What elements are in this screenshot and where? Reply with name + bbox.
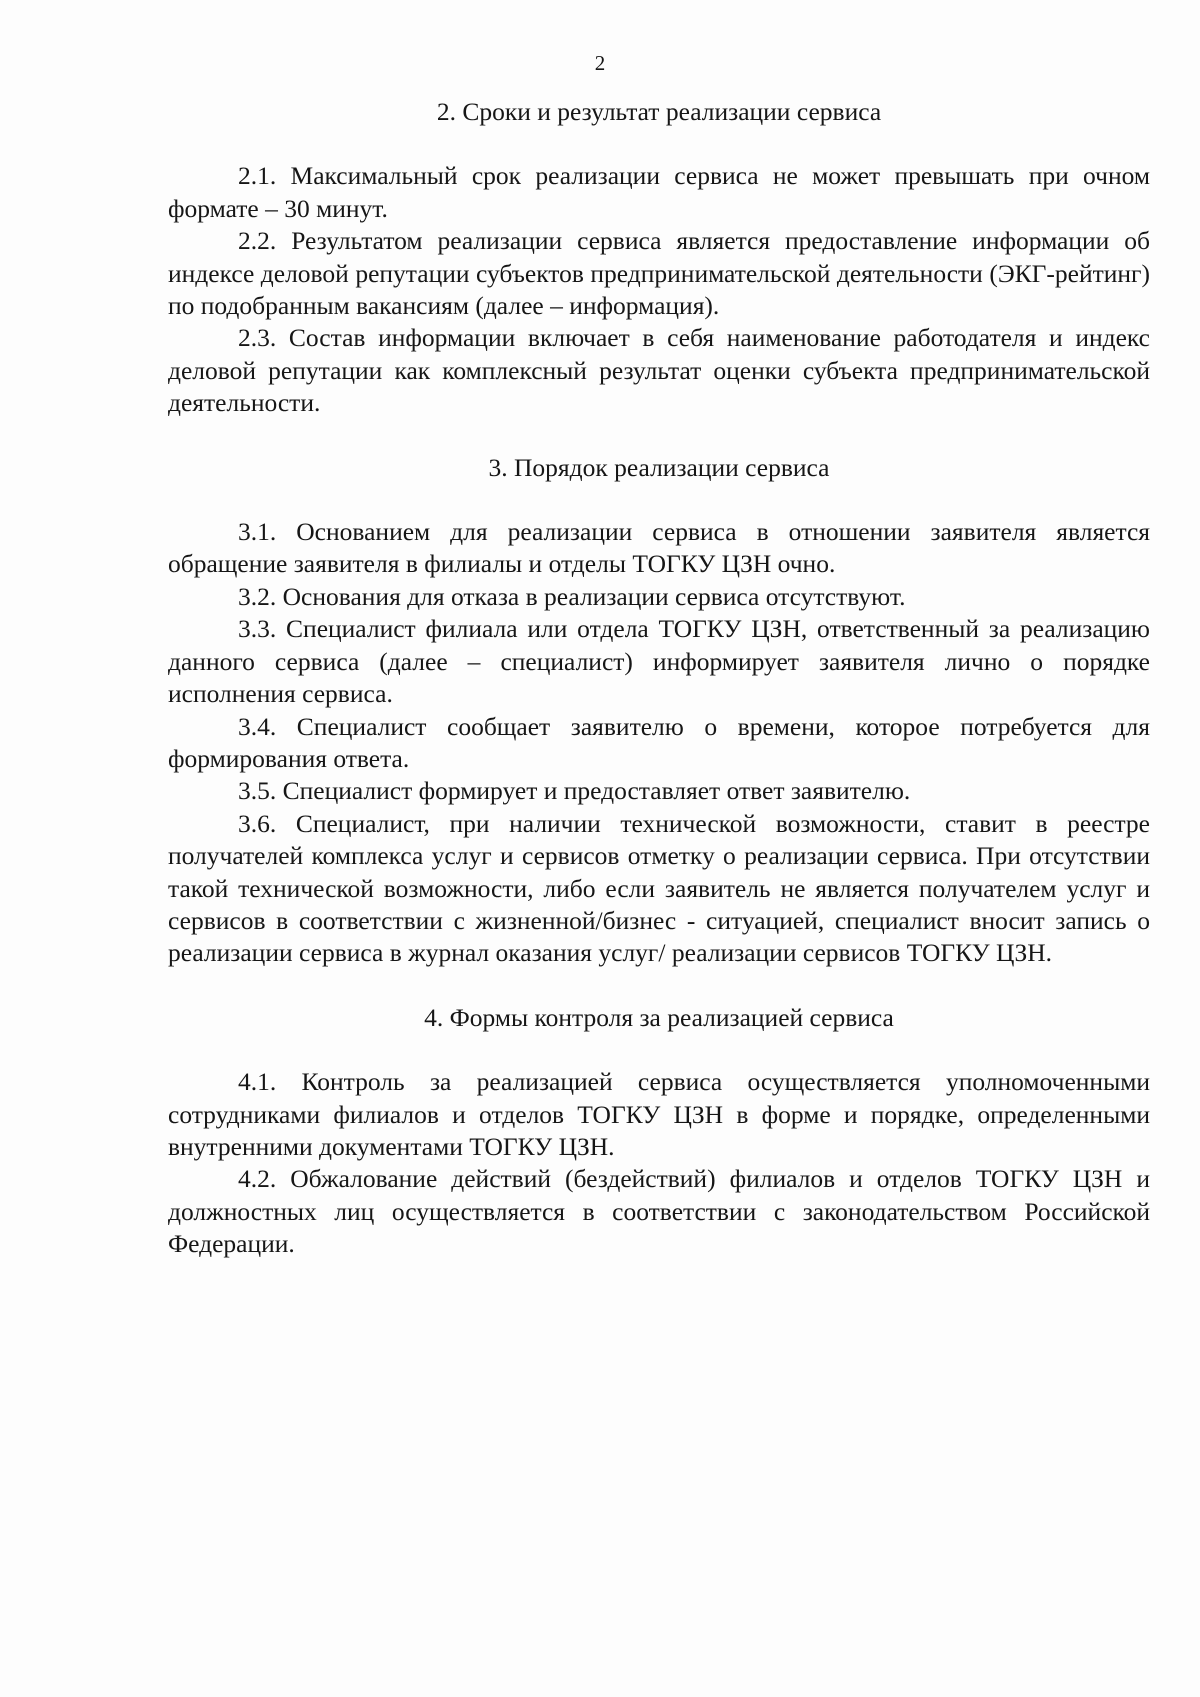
paragraph-3-6: 3.6. Специалист, при наличии технической возможности, ставит в реестре получателей комплекса услуг и сервисов отметку о реализации сервиса. При отсутствии такой технической возможности, либо если заявитель не является получателем услуг и сервисов в соответствии с жизненной/бизнес - ситуацией, специалист вносит запись о реализации сервиса в журнал оказания услуг/ реализации сервисов ТОГКУ ЦЗН.	[168, 808, 1150, 968]
paragraph-4-1: 4.1. Контроль за реализацией сервиса осуществляется уполномоченными сотрудниками филиалов и отделов ТОГКУ ЦЗН в форме и порядке, определенными внутренними документами ТОГКУ ЦЗН.	[168, 1067, 1150, 1161]
section-3	[168, 452, 1150, 970]
paragraph-3-1: 3.1. Основанием для реализации сервиса в отношении заявителя является обращение заявителя в филиалы и отделы ТОГКУ ЦЗН очно.	[168, 517, 1150, 579]
section-2	[168, 96, 1150, 420]
section-title: 4. Формы контроля за реализацией сервиса	[424, 1002, 894, 1032]
paragraph-3-3: 3.3. Специалист филиала или отдела ТОГКУ ЦЗН, ответственный за реализацию данного сервиса (далее – специалист) информирует заявителя лично о порядке исполнения сервиса.	[168, 614, 1150, 709]
paragraph-2-2: 2.2. Результатом реализации сервиса является предоставление информации об индексе деловой репутации субъектов предпринимательской деятельности (ЭКГ-рейтинг) по подобранным вакансиям (далее – информация).	[168, 226, 1150, 321]
paragraph-4-2: 4.2. Обжалование действий (бездействий) филиалов и отделов ТОГКУ ЦЗН и должностных лиц осуществляется в соответствии с законодательством Российской Федерации.	[168, 1164, 1150, 1259]
paragraph-3-5: 3.5. Специалист формирует и предоставляет ответ заявителю.	[238, 776, 911, 806]
paragraph-2-3: 2.3. Состав информации включает в себя наименование работодателя и индекс деловой репутации как комплексный результат оценки субъекта предпринимательской деятельности.	[168, 323, 1150, 418]
section-title: 3. Порядок реализации сервиса	[488, 452, 830, 482]
section-4	[168, 1002, 1150, 1261]
paragraph-3-4: 3.4. Специалист сообщает заявителю о времени, которое потребуется для формирования ответа.	[168, 711, 1150, 773]
paragraph-2-1: 2.1. Максимальный срок реализации сервиса не может превышать при очном формате – 30 минут.	[168, 161, 1150, 223]
paragraph-3-2: 3.2. Основания для отказа в реализации сервиса отсутствуют.	[238, 581, 906, 611]
page-number: 2	[594, 51, 606, 75]
document-body	[168, 96, 1150, 1261]
section-title: 2. Сроки и результат реализации сервиса	[436, 97, 882, 126]
